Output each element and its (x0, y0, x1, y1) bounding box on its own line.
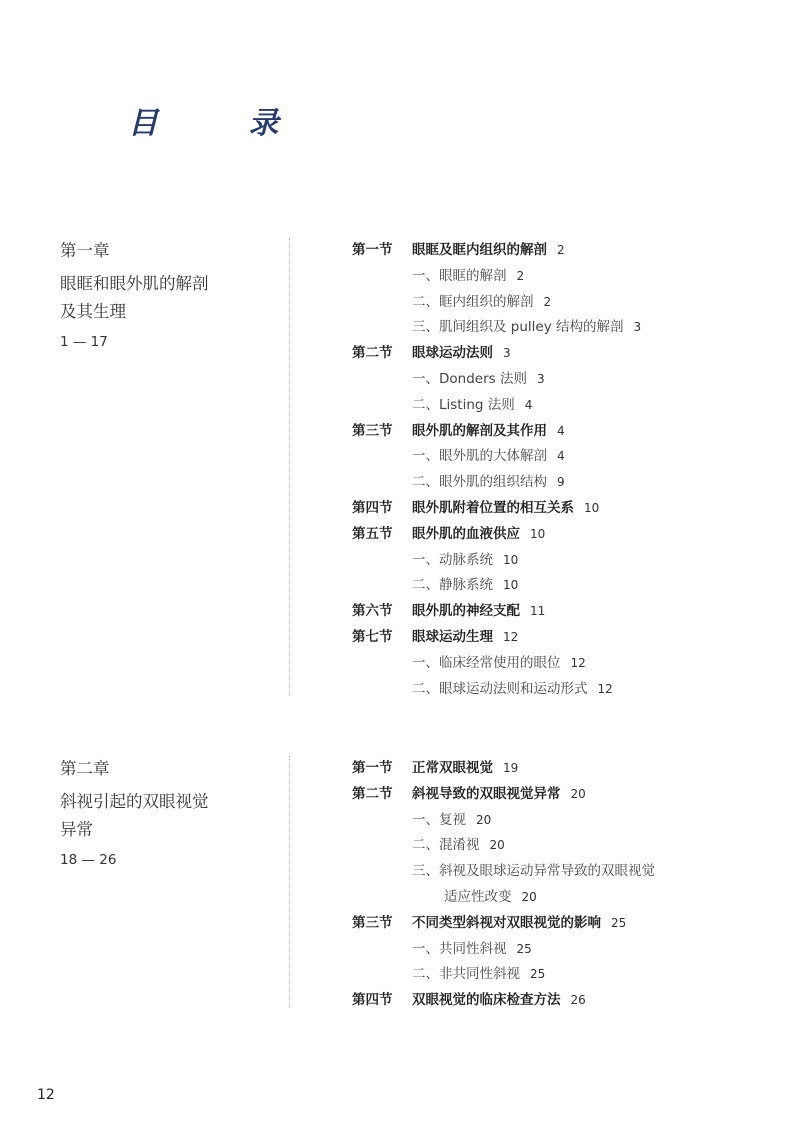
section-label: 第三节 (352, 914, 393, 931)
section-label: 第一节 (352, 242, 393, 258)
entry-title: 二、眼球运动法则和运动形式 (412, 680, 588, 697)
toc-subsection-entry[interactable] (352, 962, 772, 988)
section-label: 第三节 (352, 422, 393, 439)
entry-title: 一、临床经常使用的眼位 (412, 654, 561, 671)
chapter-title-line-1: 眼眶和眼外肌的解剖 (60, 274, 209, 293)
entry-title: 眼眶及眶内组织的解剖 (412, 242, 547, 258)
entry-page-number: 4 (524, 397, 533, 412)
entry-title: 二、静脉系统 (412, 577, 493, 594)
section-label: 第六节 (352, 603, 393, 620)
entry-page-number: 3 (633, 320, 642, 335)
toc-section-entry[interactable] (352, 522, 772, 548)
entry-title: 一、动脉系统 (412, 551, 493, 568)
entry-title: 三、肌间组织及 pulley 结构的解剖 (412, 319, 624, 336)
entry-title: 二、非共同性斜视 (412, 966, 520, 983)
chapter-title-line-2: 异常 (60, 820, 93, 839)
entry-page-number: 25 (530, 967, 546, 982)
entry-title: 一、Donders 法则 (412, 370, 527, 387)
entry-page-number: 10 (503, 552, 519, 567)
toc-subsection-entry[interactable] (352, 548, 772, 574)
page-title: 目 录 (128, 106, 319, 141)
chapter-1-toc (352, 238, 772, 702)
page-number: 12 (37, 1087, 55, 1103)
entry-title: 眼球运动生理 (412, 628, 493, 645)
toc-section-entry[interactable] (352, 988, 772, 1014)
chapter-title (60, 788, 270, 844)
toc-section-entry[interactable] (352, 756, 772, 782)
entry-page-number: 12 (570, 655, 586, 670)
toc-subsection-entry[interactable] (352, 677, 772, 703)
chapter-page-range: 1 — 17 (60, 334, 108, 350)
entry-page-number: 2 (516, 268, 525, 283)
entry-page-number: 11 (530, 604, 546, 619)
entry-title: 不同类型斜视对双眼视觉的影响 (412, 914, 601, 931)
toc-subsection-entry[interactable] (352, 470, 772, 496)
entry-page-number: 10 (503, 578, 519, 593)
entry-title: 二、Listing 法则 (412, 396, 515, 413)
entry-page-number: 2 (543, 294, 552, 309)
toc-subsection-entry[interactable] (352, 393, 772, 419)
entry-title: 二、混淆视 (412, 837, 480, 854)
dotted-divider (289, 756, 290, 1008)
chapter-title-line-2: 及其生理 (60, 302, 126, 321)
toc-subsection-entry[interactable] (352, 444, 772, 470)
toc-subsection-entry[interactable] (352, 808, 772, 834)
chapter-1-heading (60, 238, 270, 350)
entry-title: 适应性改变 (444, 888, 512, 905)
entry-title: 眼球运动法则 (412, 345, 493, 362)
section-label: 第一节 (352, 760, 393, 776)
toc-subsection-entry[interactable] (352, 315, 772, 341)
toc-subsection-entry[interactable] (352, 264, 772, 290)
chapter-2-toc (352, 756, 772, 1014)
toc-section-entry[interactable] (352, 496, 772, 522)
entry-page-number: 20 (489, 838, 505, 853)
entry-title: 一、眼外肌的大体解剖 (412, 448, 547, 465)
entry-page-number: 3 (503, 346, 511, 361)
entry-title: 眼外肌的神经支配 (412, 603, 520, 620)
entry-page-number: 26 (570, 993, 586, 1008)
toc-section-entry[interactable] (352, 782, 772, 808)
toc-subsection-entry[interactable] (352, 937, 772, 963)
toc-section-entry[interactable] (352, 341, 772, 367)
entry-title: 眼外肌的血液供应 (412, 525, 520, 542)
chapter-title-line-1: 斜视引起的双眼视觉 (60, 792, 209, 811)
entry-title: 二、眶内组织的解剖 (412, 293, 534, 310)
entry-page-number: 19 (503, 761, 519, 775)
entry-page-number: 10 (584, 500, 600, 515)
entry-title: 双眼视觉的临床检查方法 (412, 992, 561, 1009)
entry-page-number: 12 (503, 629, 519, 644)
toc-subsection-entry[interactable] (352, 290, 772, 316)
entry-page-number: 3 (536, 371, 545, 386)
entry-title: 一、眼眶的解剖 (412, 267, 507, 284)
toc-subsection-entry[interactable] (352, 885, 772, 911)
entry-page-number: 20 (570, 786, 586, 801)
entry-title: 一、复视 (412, 811, 466, 828)
section-label: 第四节 (352, 992, 393, 1009)
entry-page-number: 25 (611, 915, 627, 930)
entry-page-number: 2 (557, 243, 565, 257)
toc-subsection-entry[interactable] (352, 367, 772, 393)
toc-subsection-entry[interactable] (352, 651, 772, 677)
section-label: 第二节 (352, 785, 393, 802)
section-label: 第四节 (352, 499, 393, 516)
chapter-number: 第一章 (60, 241, 110, 260)
chapter-title (60, 270, 270, 326)
entry-page-number: 20 (476, 812, 492, 827)
toc-section-entry[interactable] (352, 419, 772, 445)
entry-title: 正常双眼视觉 (412, 760, 493, 776)
entry-page-number: 4 (557, 423, 565, 438)
entry-page-number: 9 (557, 475, 565, 490)
chapter-number: 第二章 (60, 759, 110, 778)
entry-title: 斜视导致的双眼视觉异常 (412, 785, 561, 802)
toc-section-entry[interactable] (352, 911, 772, 937)
entry-title: 眼外肌附着位置的相互关系 (412, 499, 574, 516)
section-label: 第七节 (352, 628, 393, 645)
toc-subsection-entry[interactable] (352, 833, 772, 859)
chapter-page-range: 18 — 26 (60, 852, 117, 868)
entry-page-number: 12 (597, 681, 613, 696)
toc-subsection-entry[interactable] (352, 859, 772, 885)
entry-title: 二、眼外肌的组织结构 (412, 474, 547, 491)
toc-subsection-entry[interactable] (352, 573, 772, 599)
dotted-divider (289, 238, 290, 696)
section-label: 第二节 (352, 345, 393, 362)
chapter-2-heading (60, 756, 270, 868)
entry-page-number: 10 (530, 526, 546, 541)
entry-title: 三、斜视及眼球运动异常导致的双眼视觉 (412, 863, 655, 880)
entry-title: 一、共同性斜视 (412, 940, 507, 957)
entry-page-number: 20 (521, 889, 537, 904)
toc-section-entry[interactable] (352, 599, 772, 625)
toc-section-entry[interactable] (352, 625, 772, 651)
entry-page-number: 4 (557, 449, 565, 464)
entry-title: 眼外肌的解剖及其作用 (412, 422, 547, 439)
section-label: 第五节 (352, 525, 393, 542)
entry-page-number: 25 (516, 941, 532, 956)
toc-section-entry[interactable] (352, 238, 772, 264)
